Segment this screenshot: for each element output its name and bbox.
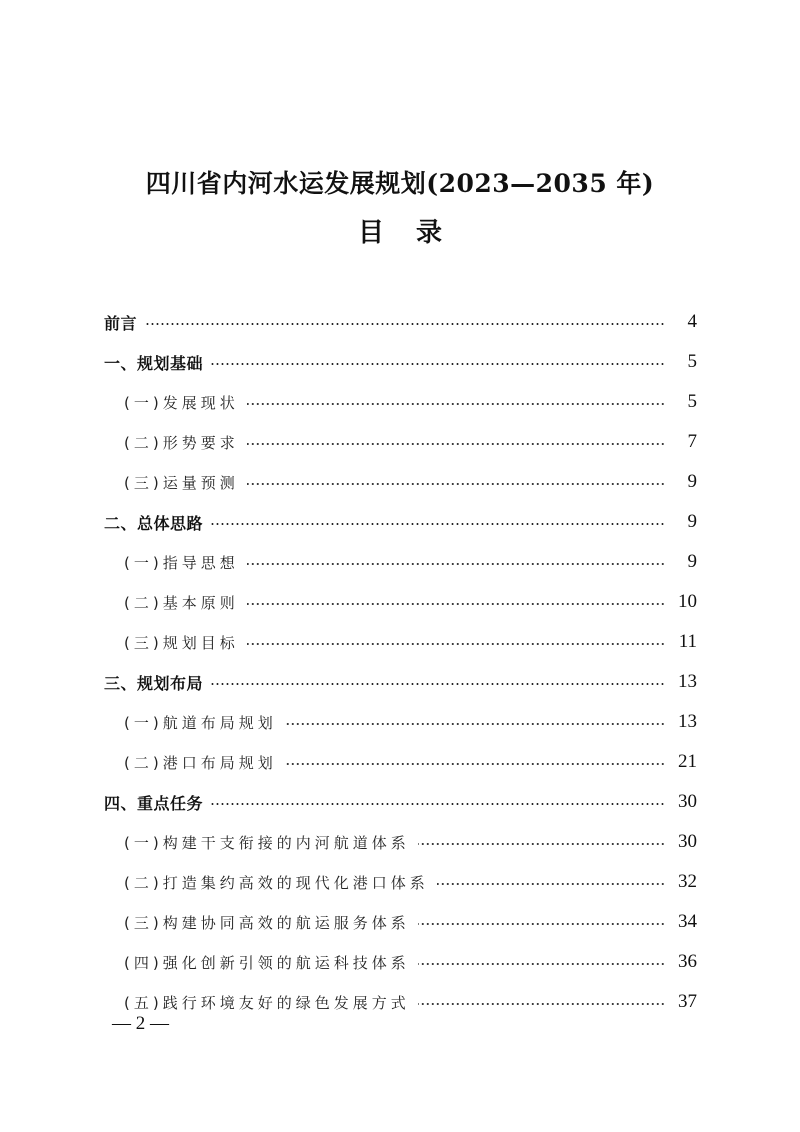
toc-entry-label: (五)践行环境友好的绿色发展方式 <box>124 993 410 1012</box>
toc-entry-page: 37 <box>678 991 697 1012</box>
toc-entry-label: (四)强化创新引领的航运科技体系 <box>124 953 410 972</box>
toc-entry-page: 5 <box>687 391 697 412</box>
toc-entry-label: (二)基本原则 <box>124 593 239 612</box>
dot-leader <box>211 363 665 365</box>
dot-leader <box>285 763 665 765</box>
toc-entry[interactable] <box>104 902 697 942</box>
toc-entry-label: (二)形势要求 <box>124 433 239 452</box>
dot-leader <box>285 723 665 725</box>
toc-entry-page: 11 <box>678 631 697 652</box>
toc-entry[interactable] <box>104 742 697 782</box>
toc-heading-char: 目 <box>357 218 384 248</box>
toc-entry-page: 34 <box>678 911 697 932</box>
toc-entry[interactable] <box>104 782 697 822</box>
page-number: — 2 — <box>112 1013 169 1034</box>
toc-entry[interactable] <box>104 582 697 622</box>
toc-entry[interactable] <box>104 702 697 742</box>
toc-entry[interactable] <box>104 942 697 982</box>
toc-entry-page: 9 <box>687 511 697 532</box>
toc-entry-page: 7 <box>687 431 697 452</box>
toc-entry-page: 4 <box>687 311 697 332</box>
dot-leader <box>418 963 665 965</box>
toc-entry-label: (三)构建协同高效的航运服务体系 <box>124 913 410 932</box>
toc-entry[interactable] <box>104 342 697 382</box>
toc-entry[interactable] <box>104 422 697 462</box>
dot-leader <box>247 643 665 645</box>
dot-leader <box>247 403 665 405</box>
toc-entry-page: 13 <box>678 671 697 692</box>
dot-leader <box>418 843 665 845</box>
toc-entry[interactable] <box>104 502 697 542</box>
toc-entry-label: (三)规划目标 <box>124 633 239 652</box>
toc-heading <box>0 212 800 249</box>
toc-entry-label: (二)港口布局规划 <box>124 753 277 772</box>
table-of-contents <box>104 302 697 1022</box>
dot-leader <box>211 683 665 685</box>
toc-entry-label: (一)指导思想 <box>124 553 239 572</box>
dot-leader <box>247 483 665 485</box>
toc-entry-label: (一)航道布局规划 <box>124 713 277 732</box>
toc-entry-label: 四、重点任务 <box>104 793 204 813</box>
toc-entry[interactable] <box>104 822 697 862</box>
dot-leader <box>418 1003 665 1005</box>
dot-leader <box>145 323 665 325</box>
toc-entry-label: (三)运量预测 <box>124 473 239 492</box>
toc-entry-page: 10 <box>678 591 697 612</box>
toc-entry-label: (一)发展现状 <box>124 393 239 412</box>
toc-entry-label: 三、规划布局 <box>104 673 204 693</box>
dot-leader <box>211 523 665 525</box>
toc-entry[interactable] <box>104 302 697 342</box>
toc-entry-page: 5 <box>687 351 697 372</box>
toc-entry[interactable] <box>104 982 697 1022</box>
toc-entry[interactable] <box>104 542 697 582</box>
toc-entry-label: 二、总体思路 <box>104 513 204 533</box>
toc-entry-page: 9 <box>687 551 697 572</box>
document-title: 四川省内河水运发展规划(2023—2035 年) <box>145 169 655 198</box>
toc-entry-page: 9 <box>687 471 697 492</box>
dot-leader <box>247 443 665 445</box>
dot-leader <box>247 603 665 605</box>
toc-entry[interactable] <box>104 662 697 702</box>
toc-heading-char: 录 <box>416 218 443 248</box>
dot-leader <box>437 883 665 885</box>
toc-entry[interactable] <box>104 462 697 502</box>
dot-leader <box>418 923 665 925</box>
toc-entry[interactable] <box>104 382 697 422</box>
toc-entry[interactable] <box>104 622 697 662</box>
toc-entry[interactable] <box>104 862 697 902</box>
toc-entry-page: 21 <box>678 751 697 772</box>
dot-leader <box>247 563 665 565</box>
toc-entry-label: 前言 <box>104 313 138 333</box>
toc-entry-label: (二)打造集约高效的现代化港口体系 <box>124 873 429 892</box>
dot-leader <box>211 803 665 805</box>
toc-entry-label: (一)构建干支衔接的内河航道体系 <box>124 833 410 852</box>
toc-entry-label: 一、规划基础 <box>104 353 204 373</box>
toc-entry-page: 30 <box>678 791 697 812</box>
toc-entry-page: 13 <box>678 711 697 732</box>
toc-entry-page: 36 <box>678 951 697 972</box>
toc-entry-page: 30 <box>678 831 697 852</box>
toc-entry-page: 32 <box>678 871 697 892</box>
